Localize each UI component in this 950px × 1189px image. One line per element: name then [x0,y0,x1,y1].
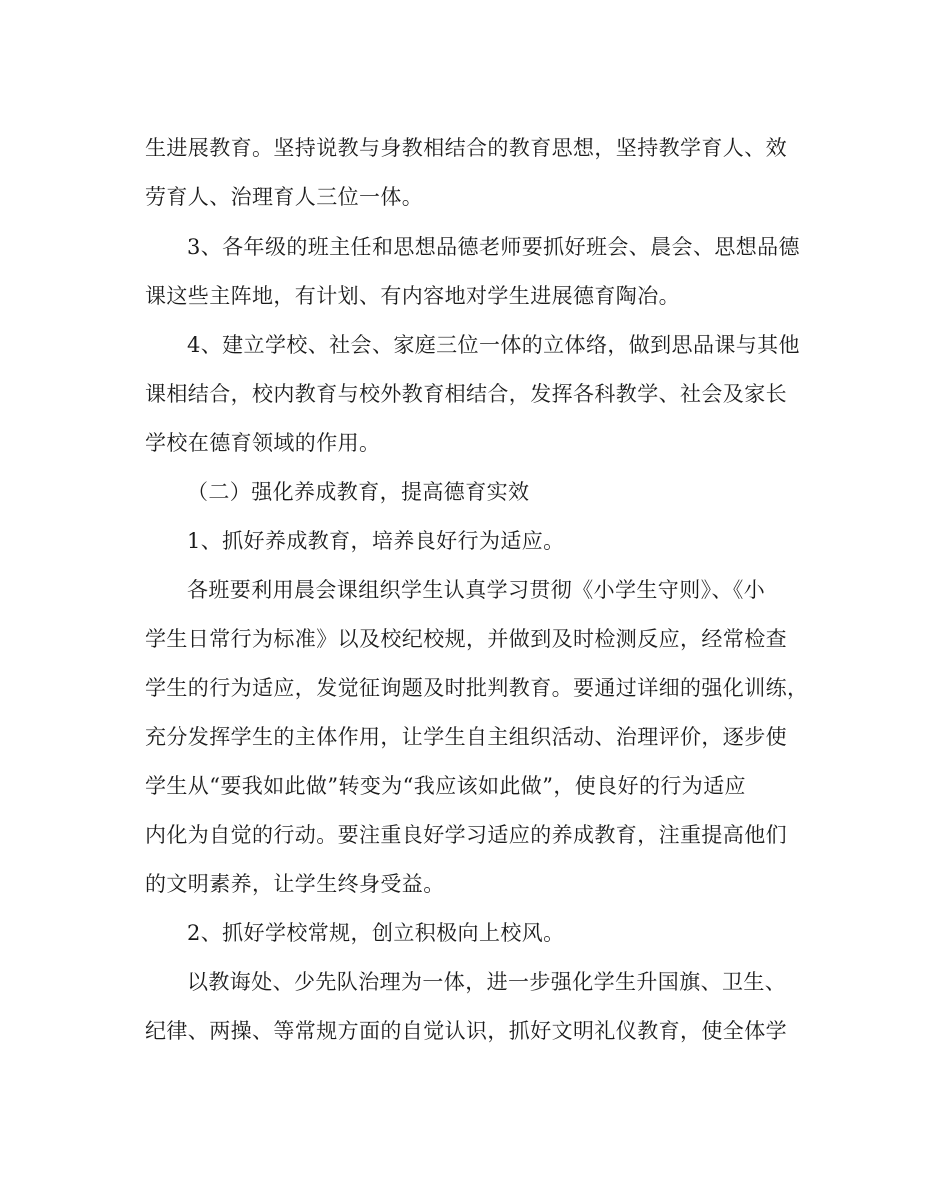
text-line-6: 课相结合，校内教育与校外教育相结合，发挥各科教学、社会及家长 [145,382,787,406]
text-line-4: 课这些主阵地，有计划、有内容地对学生进展德育陶冶。 [145,284,680,308]
text-line-1: 生进展教育。坚持说教与身教相结合的教育思想，坚持教学育人、效 [145,136,787,160]
text-line-15: 内化为自觉的行动。要注重良好学习适应的养成教育，注重提高他们 [145,823,787,847]
text-line-19: 纪律、两操、等常规方面的自觉认识，抓好文明礼仪教育，使全体学 [145,1019,787,1043]
text-line-3: 3、各年级的班主任和思想品德老师要抓好班会、晨会、思想品德 [187,235,800,259]
section-heading: （二）强化养成教育，提高德育实效 [187,480,530,504]
text-line-17: 2、抓好学校常规，创立积极向上校风。 [187,921,565,945]
text-line-10: 各班要利用晨会课组织学生认真学习贯彻《小学生守则》、《小 [187,578,766,602]
text-line-9: 1、抓好养成教育，培养良好行为适应。 [187,529,565,553]
text-line-12: 学生的行为适应，发觉征询题及时批判教育。要通过详细的强化训练， [145,676,809,700]
text-line-16: 的文明素养，让学生终身受益。 [145,872,445,896]
text-line-11: 学生日常行为标准》以及校纪校规，并做到及时检测反应，经常检查 [145,627,787,651]
text-line-18: 以教诲处、少先队治理为一体，进一步强化学生升国旗、卫生、 [187,970,787,994]
text-line-7: 学校在德育领域的作用。 [145,431,381,455]
text-line-5: 4、建立学校、社会、家庭三位一体的立体络，做到思品课与其他 [187,333,800,357]
text-line-14: 学生从“要我如此做”转变为“我应该如此做”，使良好的行为适应 [145,774,746,798]
text-line-13: 充分发挥学生的主体作用，让学生自主组织活动、治理评价，逐步使 [145,725,787,749]
text-line-2: 劳育人、治理育人三位一体。 [145,185,424,209]
